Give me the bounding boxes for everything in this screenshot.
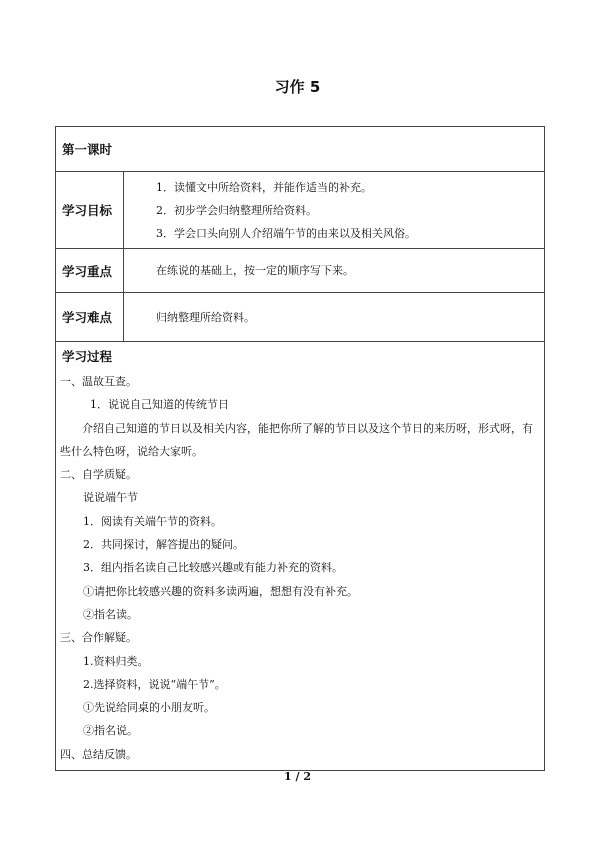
process-line: 3．组内指名读自己比较感兴趣或有能力补充的资料。	[83, 561, 343, 575]
key-point-row	[56, 249, 545, 293]
process-label: 学习过程	[62, 349, 113, 364]
process-line: 说说端午节	[83, 491, 138, 505]
process-row	[56, 342, 545, 771]
process-line: 1．阅读有关端午节的资料。	[83, 514, 222, 528]
goals-label: 学习目标	[56, 172, 124, 249]
goal-item: 3．学会口头向别人介绍端午节的由来以及相关风俗。	[156, 226, 416, 240]
process-line: 三、合作解疑。	[60, 631, 137, 645]
process-line: ②指名说。	[83, 724, 138, 738]
goal-item: 2．初步学会归纳整理所给资料。	[156, 203, 317, 217]
key-point-label: 学习重点	[56, 249, 124, 293]
process-line: 1．说说自己知道的传统节日	[90, 398, 229, 412]
difficulty-text: 归纳整理所给资料。	[124, 293, 545, 342]
process-line: 四、总结反馈。	[60, 747, 137, 761]
lesson-label: 第一课时	[56, 127, 545, 172]
process-line: ②指名读。	[83, 607, 138, 621]
difficulty-label: 学习难点	[56, 293, 124, 342]
process-line: 2.选择资料，说说“端午节”。	[83, 677, 226, 691]
process-cell	[56, 342, 545, 771]
goals-content	[124, 172, 545, 249]
process-line: ①先说给同桌的小朋友听。	[83, 701, 215, 715]
process-line: 1.资料归类。	[83, 654, 149, 668]
lesson-plan-table	[55, 126, 545, 771]
lesson-row	[56, 127, 545, 172]
page-number: 1 / 2	[284, 770, 311, 783]
process-line: 二、自学质疑。	[60, 468, 137, 482]
difficulty-row	[56, 293, 545, 342]
process-line: 介绍自己知道的节日以及相关内容，能把你所了解的节日以及这个节日的来历呀，形式呀，有些什么特色呀，说给大家听。	[60, 421, 533, 458]
goals-row	[56, 172, 545, 249]
process-line: ①请把你比较感兴趣的资料多读两遍，想想有没有补充。	[83, 584, 358, 598]
goal-item: 1．读懂文中所给资料，并能作适当的补充。	[156, 180, 372, 194]
process-line: 2．共同探讨，解答提出的疑问。	[83, 538, 244, 552]
page-title: 习作 5	[274, 78, 321, 96]
process-line: 一、温故互查。	[60, 375, 137, 388]
key-point-text: 在练说的基础上，按一定的顺序写下来。	[124, 249, 545, 293]
